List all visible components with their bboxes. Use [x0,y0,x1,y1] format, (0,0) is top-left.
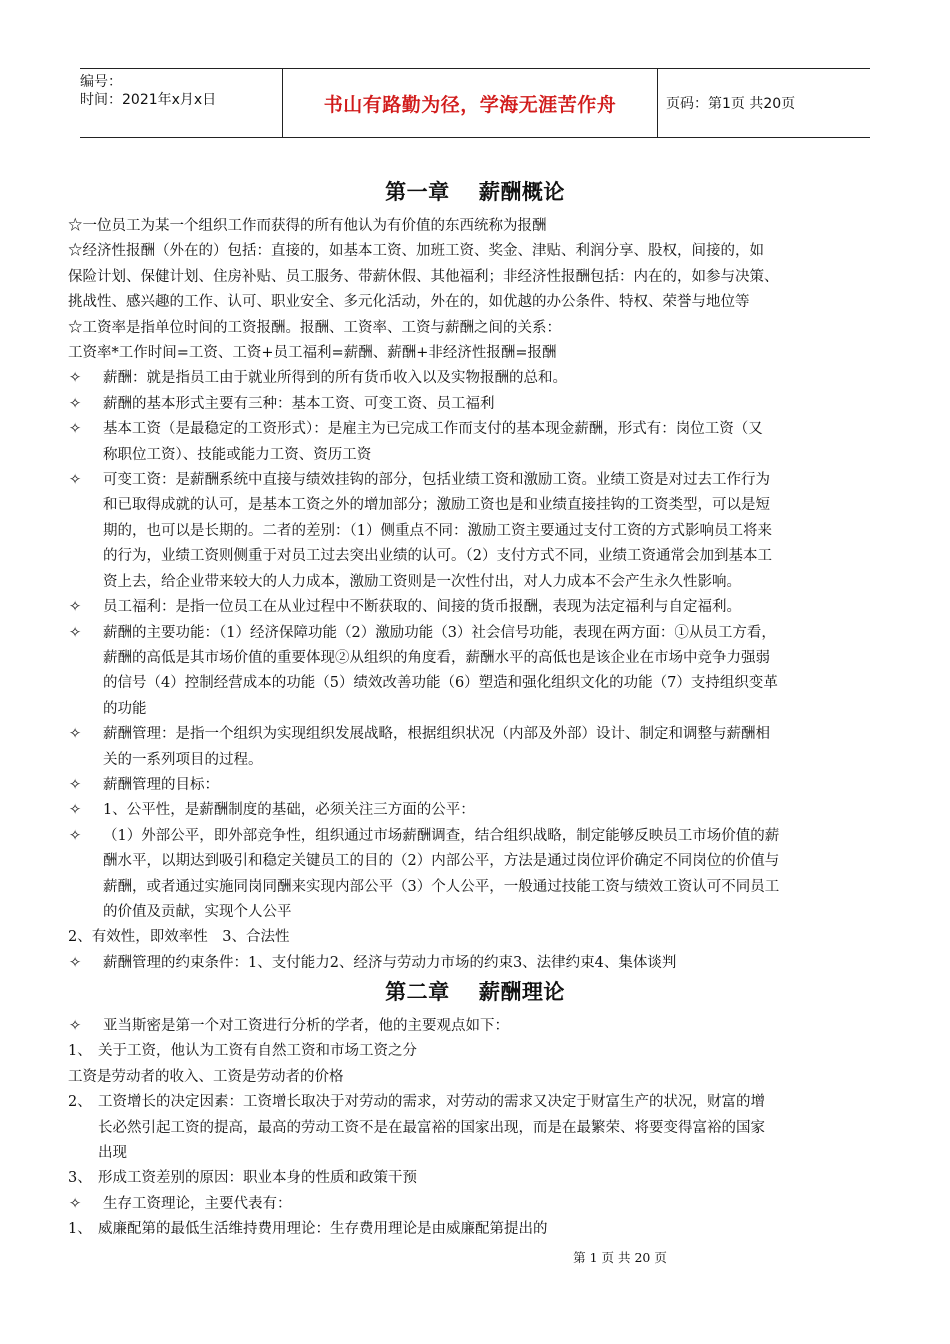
paragraph-line: 工资率*工作时间=工资、工资+员工福利=薪酬、薪酬+非经济性报酬=报酬 [68,345,557,362]
numbered-item [68,1217,884,1242]
bullet-item [68,773,884,798]
bullet-icon: ✧ [69,802,82,819]
paragraph-line: 挑战性、感兴趣的工作、认可、职业安全、多元化活动，外在的，如优越的办公条件、特权、荣誉与地位等 [68,294,750,311]
chapter-2-title: 第二章 薪酬理论 [385,979,565,1004]
header-page-number: 页码：第1页 共20页 [666,96,796,112]
paragraph-line: 工资是劳动者的收入、工资是劳动者的价格 [68,1068,344,1085]
bullet-icon: ✧ [69,395,82,412]
document-date: 时间：2021年x月x日 [80,92,217,108]
bullet-item [68,392,884,417]
bullet-text: 薪酬管理的约束条件：1、支付能力2、经济与劳动力市场的约束3、法律约束4、集体谈判 [103,954,677,971]
document-number: 编号： [80,74,122,90]
bullet-item [68,468,884,595]
item-number: 2、 [68,1094,92,1111]
item-number: 3、 [68,1170,92,1187]
bullet-item [68,1014,884,1039]
numbered-item [68,1166,884,1191]
bullet-item [68,621,884,723]
numbered-item [68,1039,884,1064]
bullet-text: 生存工资理论，主要代表有： [103,1195,292,1212]
bullet-icon: ✧ [69,827,82,844]
page-footer: 第 1 页 共 20 页 [573,1250,667,1265]
item-text: 工资增长的决定因素：工资增长取决于对劳动的需求，对劳动的需求又决定于财富生产的状况，财富的增 [98,1094,765,1111]
chapter-2-body [68,1014,884,1243]
item-text: 关于工资，他认为工资有自然工资和市场工资之分 [98,1043,417,1060]
bullet-text: 亚当斯密是第一个对工资进行分析的学者，他的主要观点如下： [103,1018,509,1034]
bullet-icon: ✧ [69,624,82,641]
item-text: 形成工资差别的原因：职业本身的性质和政策干预 [98,1170,417,1187]
bullet-icon: ✧ [69,726,82,743]
bullet-icon: ✧ [69,599,82,616]
bullet-text: 可变工资：是薪酬系统中直接与绩效挂钩的部分，包括业绩工资和激励工资。业绩工资是对过去工作行为 [103,472,770,489]
header-meta [80,69,282,137]
bullet-text: 酬水平，以期达到吸引和稳定关键员工的目的（2）内部公平，方法是通过岗位评价确定不同岗位的价值与 [103,853,780,870]
bullet-icon: ✧ [69,776,82,793]
item-number: 1、 [68,1221,92,1238]
bullet-text: 的信号（4）控制经营成本的功能（5）绩效改善功能（6）塑造和强化组织文化的功能（7）支持组织变革 [103,675,778,692]
bullet-icon: ✧ [69,472,82,489]
item-text: 出现 [98,1145,127,1162]
paragraph-line: ☆经济性报酬（外在的）包括：直接的，如基本工资、加班工资、奖金、津贴、利润分享、股权，间接的，如 [68,243,764,260]
bullet-text: （1）外部公平，即外部竞争性，组织通过市场薪酬调查，结合组织战略，制定能够反映员工市场价值的薪 [103,827,780,844]
bullet-item [68,722,884,773]
bullet-text: 薪酬的高低是其市场价值的重要体现②从组织的角度看，薪酬水平的高低也是该企业在市场中竞争力强弱 [103,649,770,666]
chapter-1-body [68,214,884,976]
paragraph-line: 保险计划、保健计划、住房补贴、员工服务、带薪休假、其他福利；非经济性报酬包括：内在的，如参与决策、 [68,268,779,285]
paragraph-line: ☆一位员工为某一个组织工作而获得的所有他认为有价值的东西统称为报酬 [68,218,547,234]
bullet-icon: ✧ [69,1018,82,1034]
bullet-text: 薪酬管理：是指一个组织为实现组织发展战略，根据组织状况（内部及外部）设计、制定和调整与薪酬相 [103,726,770,743]
item-text: 长必然引起工资的提高，最高的劳动工资不是在最富裕的国家出现，而是在最繁荣、将要变得富裕的国家 [98,1119,765,1136]
bullet-text: 期的，也可以是长期的。二者的差别：（1）侧重点不同：激励工资主要通过支付工资的方式影响员工将来 [103,522,772,539]
bullet-item [68,951,884,976]
bullet-text: 1、公平性，是薪酬制度的基础，必须关注三方面的公平： [103,802,475,819]
header-motto: 书山有路勤为径，学海无涯苦作舟 [282,69,658,137]
bullet-item [68,417,884,468]
bullet-icon: ✧ [69,370,82,387]
bullet-icon: ✧ [69,954,82,971]
bullet-text: 员工福利：是指一位员工在从业过程中不断获取的、间接的货币报酬，表现为法定福利与自定福利。 [103,599,741,616]
bullet-text: 和已取得成就的认可，是基本工资之外的增加部分；激励工资也是和业绩直接挂钩的工资类型，可以是短 [103,497,770,514]
bullet-icon: ✧ [69,421,82,438]
bullet-item [68,366,884,391]
chapter-1-title: 第一章 薪酬概论 [385,179,565,204]
bullet-item [68,824,884,926]
bullet-text: 薪酬管理的目标： [103,776,219,793]
bullet-list [68,366,884,925]
numbered-item [68,1090,884,1166]
bullet-text: 的行为，业绩工资则侧重于对员工过去突出业绩的认可。（2）支付方式不同，业绩工资通常会加到基本工 [103,548,772,565]
bullet-text: 基本工资（是最稳定的工资形式）：是雇主为已完成工作而支付的基本现金薪酬，形式有：岗位工资（又 [103,421,763,438]
bullet-item [68,595,884,620]
paragraph-line: ☆工资率是指单位时间的工资报酬。报酬、工资率、工资与薪酬之间的关系： [68,319,561,336]
bullet-text: 薪酬，或者通过实施同岗同酬来实现内部公平（3）个人公平，一般通过技能工资与绩效工资认可不同员工 [103,878,780,895]
item-text: 威廉配第的最低生活维持费用理论：生存费用理论是由威廉配第提出的 [98,1221,548,1238]
bullet-text: 称职位工资）、技能或能力工资、资历工资 [103,446,372,463]
bullet-text: 资上去，给企业带来较大的人力成本，激励工资则是一次性付出，对人力成本不会产生永久性影响。 [103,573,741,590]
bullet-text: 的功能 [103,700,147,717]
bullet-text: 薪酬的基本形式主要有三种：基本工资、可变工资、员工福利 [103,395,495,412]
page-header [80,68,870,138]
paragraph-line: 2、有效性，即效率性 3、合法性 [68,929,290,946]
bullet-item [68,1192,884,1217]
bullet-item [68,798,884,823]
bullet-text: 的价值及贡献，实现个人公平 [103,903,292,920]
bullet-icon: ✧ [69,1195,82,1212]
bullet-text: 薪酬：就是指员工由于就业所得到的所有货币收入以及实物报酬的总和。 [103,370,567,387]
bullet-text: 薪酬的主要功能：（1）经济保障功能（2）激励功能（3）社会信号功能，表现在两方面：①从员工方看， [103,624,776,641]
bullet-text: 关的一系列项目的过程。 [103,751,263,768]
item-number: 1、 [68,1043,92,1060]
